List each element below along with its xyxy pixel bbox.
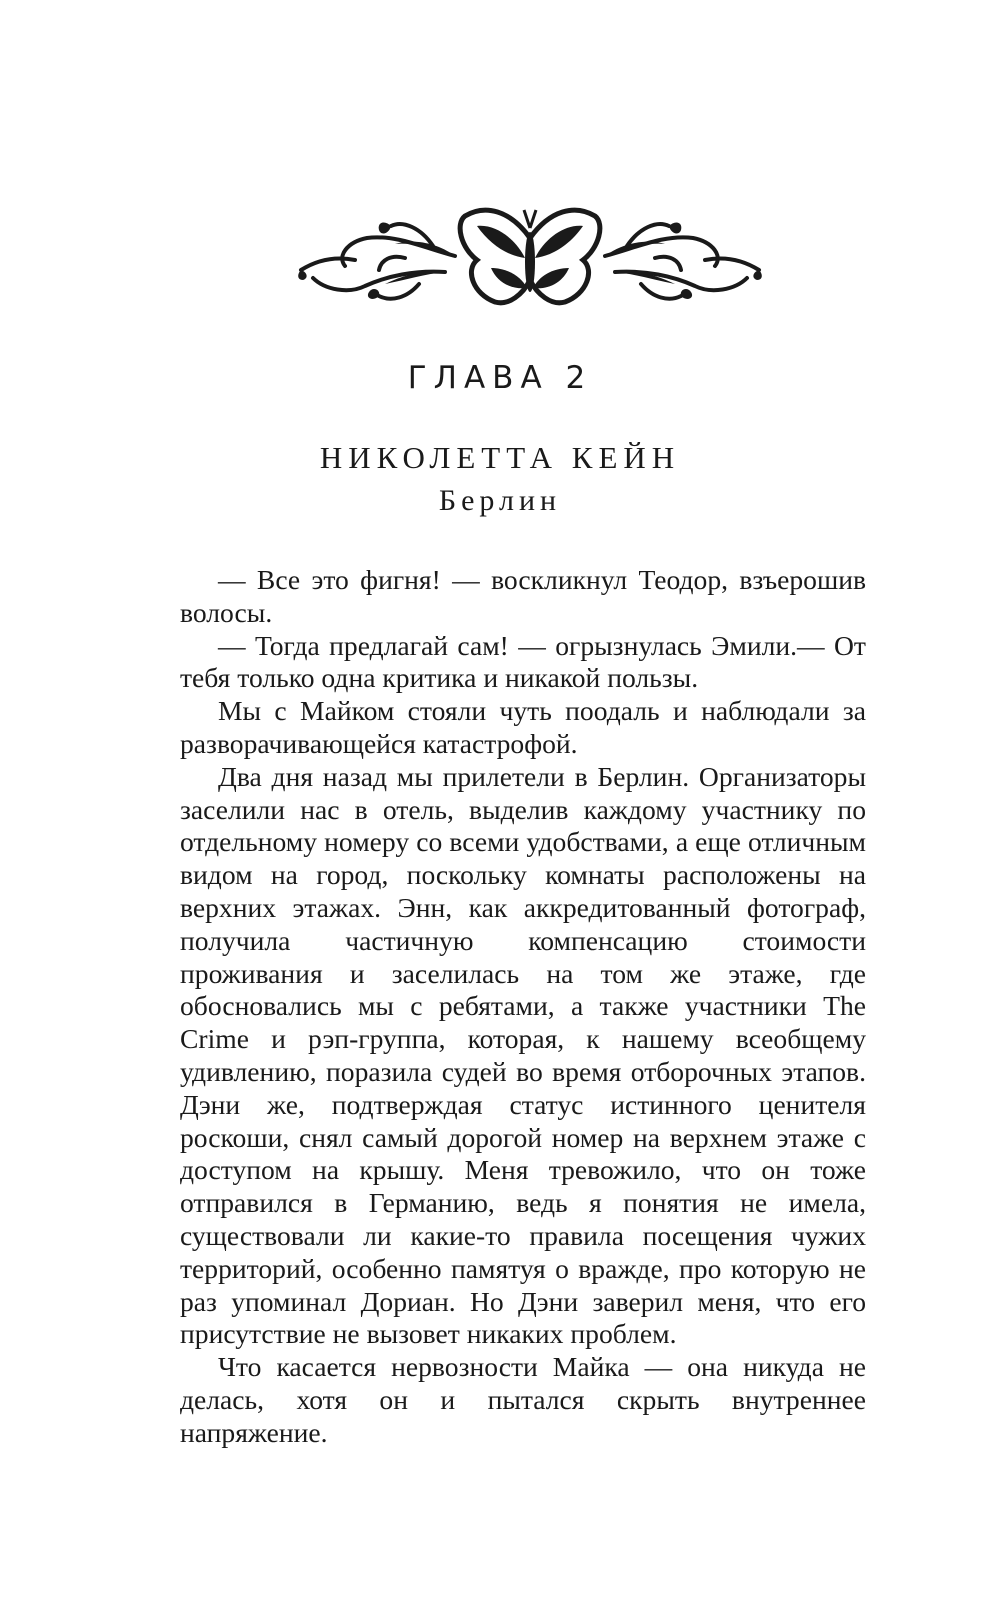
chapter-title: ГЛАВА 2	[407, 360, 593, 396]
paragraph: Два дня назад мы прилетели в Берлин. Организаторы заселили нас в отель, выделив каждому участнику по отдельному номеру со всеми удобствами, а еще отличным видом на город, поскольку комнаты расположены на верхних этажах. Энн, как аккредитованный фотограф, получила частичную компенсацию стоимости проживания и заселилась на том же этаже, где обосновались мы с ребятами, а также участники The Crime и рэп-группа, которая, к нашему всеобщему удивлению, поразила судей во время отборочных этапов. Дэни же, подтверждая статус истинного ценителя роскоши, снял самый дорогой номер на верхнем этаже с доступом на крышу. Меня тревожило, что он тоже отправился в Германию, ведь я понятия не имела, существовали ли какие-то правила посещения чужих территорий, особенно памятуя о вражде, про которую не раз упоминал Дориан. Но Дэни заверил меня, что его присутствие не вызовет никаких проблем.	[180, 760, 866, 1350]
chapter-body	[180, 564, 866, 1450]
paragraph: — Тогда предлагай сам! — огрызнулась Эмили.— От тебя только одна критика и никакой пользы.	[180, 629, 866, 694]
right-flourish-icon	[605, 224, 759, 299]
butterfly-ornament-icon	[295, 198, 765, 314]
butterfly-icon	[460, 210, 600, 303]
chapter-narrator: НИКОЛЕТТА КЕЙН	[319, 440, 681, 475]
paragraph: Что касается нервозности Майка — она никуда не делась, хотя он и пытался скрыть внутреннее напряжение.	[180, 1351, 866, 1448]
paragraph: Мы с Майком стояли чуть поодаль и наблюдали за разворачивающейся катастрофой.	[180, 695, 866, 759]
paragraph: — Все это фигня! — воскликнул Теодор, взъерошив волосы.	[180, 564, 866, 628]
left-flourish-icon	[301, 224, 455, 299]
chapter-location: Берлин	[438, 484, 562, 517]
